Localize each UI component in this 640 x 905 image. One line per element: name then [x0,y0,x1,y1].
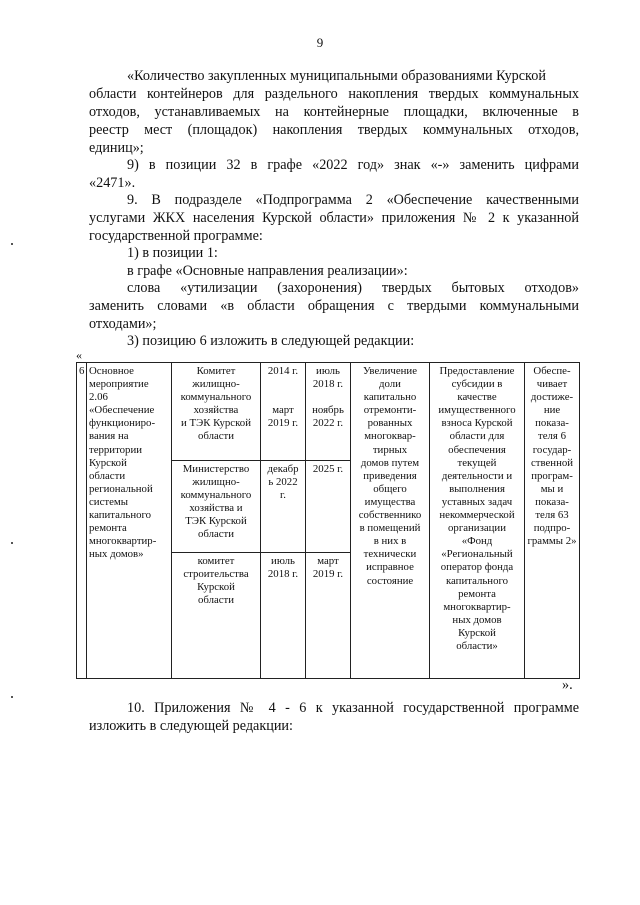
cell-line: качестве [457,391,497,404]
paragraph-line: 1) в позиции 1: [127,245,218,261]
cell-line: капитально [363,391,417,404]
cell-line: области [197,528,235,541]
cell-line: многоквартир- [443,600,511,613]
cell-line: ние [543,404,561,417]
cell-line: ных домов» [89,548,144,561]
position-number: 6 [77,363,87,679]
cell-line: приведения [363,469,417,482]
cell-line: общего [373,482,407,495]
cell-line: показа- [535,495,569,508]
cell-line: вания на [89,430,129,443]
cell-line [263,378,303,391]
executor-cell [172,363,261,461]
cell-line: коммунального [180,391,252,404]
cell-line: имущественного [438,404,516,417]
cell-line: ных домов [452,613,502,626]
cell-line: ТЭК Курской [185,515,247,528]
cell-line: области» [456,639,498,652]
cell-line [308,391,348,404]
cell-line: 2018 г. [267,568,299,581]
paragraph-line: 9) в позиции 32 в графе «2022 год» знак «-» заменить цифрами [127,157,579,173]
paragraph-line: 10. Приложения № 4 - 6 к указанной государственной программе [127,700,579,716]
cell-line: г. [280,489,286,502]
cell-line: деятельности и [441,469,513,482]
cell-line: комитет [197,555,235,567]
paragraph-line: изложить в следующей редакции: [89,718,293,734]
cell-line: функциониро- [89,417,156,430]
cell-line: и ТЭК Курской [181,417,251,430]
cell-line: Министерство [182,463,250,475]
measure-name-cell [87,363,172,679]
cell-line: 2019 г. [267,417,299,430]
paragraph-line: области контейнеров для раздельного накопления твердых коммунальных [89,86,579,102]
cell-line: строительства [183,568,249,581]
expected-result-cell [351,363,430,679]
cell-line: 2.06 [89,391,108,404]
paragraph-line: отходов, устанавливаемых на контейнерные площадки, включенные в [89,104,579,120]
executor-cell [172,461,261,553]
scan-speck [11,243,13,245]
cell-line: «Фонд [461,535,493,548]
executor-cell [172,553,261,679]
scan-speck [11,542,13,544]
cell-line: хозяйства [193,404,239,417]
cell-line: чивает [536,378,568,391]
cell-line: Курской [197,581,235,594]
cell-line [263,391,303,404]
cell-line: Обеспе- [533,365,571,377]
cell-line: декабр [267,463,299,475]
cell-line: март [317,555,339,567]
cell-line: субсидии в [451,378,503,391]
cell-line: июль [271,555,295,567]
cell-line: достиже- [530,391,574,404]
end-date-cell [306,553,351,679]
cell-line: системы [89,495,128,508]
cell-line: организации [448,522,506,535]
cell-line: некоммерческой [439,509,515,522]
cell-line: мы и [540,482,564,495]
cell-line: хозяйства и [189,502,243,515]
indicator-link-cell [525,363,580,679]
directions-cell [430,363,525,679]
paragraph-line: слова «утилизации (захоронения) твердых бытовых отходов» [127,280,579,296]
paragraph-line: государственной программе: [89,228,263,244]
cell-line: 2025 г. [312,463,344,475]
cell-line: тирных [372,443,408,456]
cell-line: граммы 2» [527,535,577,548]
cell-line: капитального [89,509,152,522]
open-quote: « [76,348,82,362]
cell-line: выполнения [449,482,505,495]
cell-line: области [197,594,235,607]
cell-line: текущей [457,456,497,469]
end-date-cell [306,461,351,553]
cell-line: коммунального [180,489,252,502]
cell-line: уставных задач [441,495,513,508]
cell-line: отремонти- [363,404,417,417]
cell-line: домов путем [360,456,420,469]
cell-line: июль [316,365,340,377]
cell-line: ремонта [458,587,496,600]
start-date-cell [261,363,306,461]
cell-line: Увеличение [363,365,417,377]
cell-line: в них в [373,535,407,548]
cell-line: Комитет [196,365,236,377]
cell-line: «Региональный [441,548,513,561]
cell-line: 2022 г. [312,417,344,430]
cell-line: собственнико [358,509,422,522]
cell-line: капитального [445,574,509,587]
cell-line: доли [379,378,401,391]
cell-line: области [89,469,126,482]
cell-line: Курской [89,456,127,469]
paragraph-line: единиц»; [89,140,144,156]
cell-line: обеспечения [448,443,506,456]
cell-line: многоквар- [364,430,416,443]
cell-line: ремонта [89,522,127,535]
cell-line: показа- [535,417,569,430]
program-table [76,362,580,679]
cell-line: «Обеспечение [89,404,155,417]
paragraph-line: в графе «Основные направления реализации»: [127,263,408,279]
cell-line: 2014 г. [267,365,299,377]
paragraph-line: услугами ЖКХ населения Курской области» приложения № 2 к указанной [89,210,579,226]
cell-line: состояние [366,574,414,587]
cell-line: Предоставление [439,365,515,377]
cell-line: теля 63 [535,509,569,522]
scan-speck [11,696,13,698]
cell-line: области для [449,430,505,443]
cell-line: территории [89,443,143,456]
cell-line: технически [363,548,417,561]
cell-line: програм- [531,469,573,482]
cell-line: Основное [89,365,134,377]
cell-line: 2019 г. [312,568,344,581]
cell-line: исправное [366,561,414,574]
close-quote: ». [562,677,573,693]
cell-line: области [197,430,235,443]
cell-line: государ- [532,443,572,456]
cell-line: ноябрь [312,404,344,417]
paragraph-line: 3) позицию 6 изложить в следующей редакции: [127,333,415,349]
paragraph-line: заменить словами «в области обращения с твердыми коммунальными [89,298,579,314]
cell-line: 2018 г. [312,378,344,391]
paragraph-line: реестр мест (площадок) накопления твердых коммунальных отходов, [89,122,579,138]
start-date-cell [261,461,306,553]
end-date-cell [306,363,351,461]
cell-line: теля 6 [538,430,566,443]
cell-line: жилищно- [192,476,240,489]
paragraph-line: «Количество закупленных муниципальными образованиями Курской [127,68,546,84]
cell-line: многоквартир- [89,535,157,548]
cell-line: имущества [364,495,416,508]
paragraph-line: «2471». [89,175,136,191]
cell-line: оператор фонда [440,561,514,574]
paragraph-line: отходами»; [89,316,157,332]
cell-line: подпро- [533,522,571,535]
page-number: 9 [316,35,324,50]
cell-line: Курской [458,626,496,639]
cell-line: ь 2022 [268,476,298,489]
cell-line: мероприятие [89,378,149,391]
cell-line: региональной [89,482,153,495]
paragraph-line: 9. В подразделе «Подпрограмма 2 «Обеспечение качественными [127,192,579,208]
start-date-cell [261,553,306,679]
cell-line: март [272,404,294,417]
cell-line: жилищно- [192,378,240,391]
cell-line: в помещений [359,522,421,535]
cell-line: ственной [530,456,574,469]
cell-line: взноса Курской [441,417,513,430]
cell-line: рованных [367,417,413,430]
